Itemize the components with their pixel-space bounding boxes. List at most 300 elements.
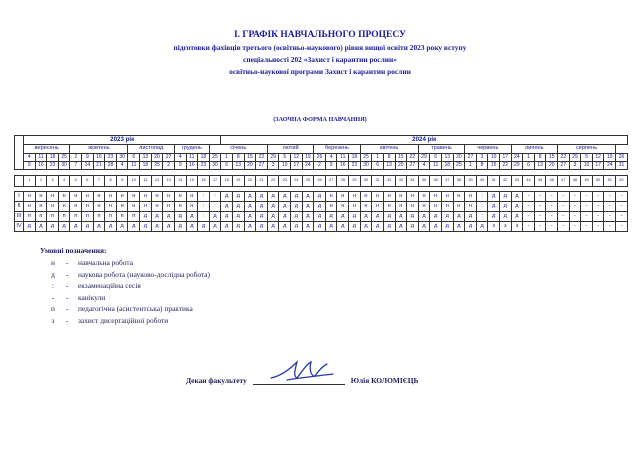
week-day-cell: 24: [511, 154, 523, 162]
schedule-cell: п: [105, 212, 117, 222]
schedule-cell: -: [558, 212, 570, 222]
schedule-cell: д: [291, 192, 303, 202]
schedule-cell: -: [581, 222, 593, 232]
schedule-cell: д: [232, 222, 244, 232]
week-day-cell: 26: [616, 154, 628, 162]
side-label-cell: [15, 136, 24, 170]
schedule-cell: н: [453, 202, 465, 212]
schedule-cell: д: [511, 212, 523, 222]
schedule-cell: д: [209, 222, 221, 232]
legend-dash: -: [66, 281, 69, 291]
schedule-cell: н: [441, 192, 453, 202]
schedule-cell: д: [244, 192, 256, 202]
week-number: 38: [453, 176, 465, 187]
week-day-cell: 4: [325, 154, 337, 162]
week-day-cell: 23: [198, 162, 210, 170]
schedule-cell: д: [418, 222, 430, 232]
schedule-cell: д: [267, 202, 279, 212]
schedule-cell: н: [395, 192, 407, 202]
schedule-cell: д: [441, 222, 453, 232]
week-day-cell: 11: [337, 154, 349, 162]
week-number: 23: [279, 176, 291, 187]
legend-symbol: -: [51, 292, 55, 302]
signature-block: [186, 372, 418, 385]
week-number: 27: [325, 176, 337, 187]
schedule-cell: н: [186, 192, 198, 202]
schedule-cell: д: [476, 222, 488, 232]
schedule-cell: д: [128, 222, 140, 232]
week-day-cell: 5: [581, 154, 593, 162]
week-number: 29: [349, 176, 361, 187]
schedule-cell: н: [186, 202, 198, 212]
week-day-cell: 8: [383, 154, 395, 162]
week-day-cell: 17: [499, 154, 511, 162]
schedule-cell: н: [58, 192, 70, 202]
schedule-cell: д: [488, 192, 500, 202]
week-day-cell: 13: [441, 154, 453, 162]
week-day-cell: 11: [35, 154, 47, 162]
legend-text: педагогічна (асистентська) практика: [78, 304, 193, 314]
week-day-cell: 6: [430, 154, 442, 162]
schedule-cell: д: [82, 222, 94, 232]
week-number: 10: [128, 176, 140, 187]
week-number: 13: [163, 176, 175, 187]
schedule-cell: -: [534, 222, 546, 232]
week-day-cell: 18: [140, 162, 152, 170]
week-day-cell: 29: [267, 154, 279, 162]
week-day-cell: 8: [232, 154, 244, 162]
schedule-cell: д: [418, 212, 430, 222]
week-number: 8: [105, 176, 117, 187]
legend-symbol: д: [51, 269, 55, 279]
schedule-cell: н: [407, 192, 419, 202]
schedule-cell: п: [58, 212, 70, 222]
week-day-cell: 27: [465, 154, 477, 162]
schedule-cell: -: [523, 202, 535, 212]
schedule-cell: д: [499, 202, 511, 212]
schedule-cell: д: [116, 222, 128, 232]
week-number: 37: [441, 176, 453, 187]
schedule-cell: д: [453, 212, 465, 222]
week-day-cell: 25: [58, 154, 70, 162]
week-day-cell: 25: [151, 162, 163, 170]
schedule-cell: д: [511, 192, 523, 202]
schedule-cell: н: [349, 192, 361, 202]
week-day-cell: 1: [372, 154, 384, 162]
schedule-cell: н: [360, 202, 372, 212]
week-day-cell: 7: [70, 162, 82, 170]
week-number: 34: [407, 176, 419, 187]
week-day-cell: 6: [523, 162, 535, 170]
subtitle-specialty: спеціальності 202 «Захист і карантин рослин»: [243, 55, 397, 64]
week-day-cell: 30: [360, 162, 372, 170]
schedule-cell: д: [511, 202, 523, 212]
schedule-cell: н: [360, 192, 372, 202]
schedule-cell: -: [604, 222, 616, 232]
schedule-cell: з: [488, 222, 500, 232]
week-number: 49: [581, 176, 593, 187]
week-day-cell: 1: [523, 154, 535, 162]
table-row: [15, 222, 628, 232]
week-day-cell: 24: [604, 162, 616, 170]
month-header: лютий: [267, 145, 313, 154]
schedule-cell: д: [279, 192, 291, 202]
schedule-cell: д: [372, 212, 384, 222]
schedule-cell: д: [337, 222, 349, 232]
schedule-cell: д: [151, 222, 163, 232]
schedule-cell: н: [418, 192, 430, 202]
schedule-cell: д: [47, 222, 59, 232]
month-header: травень: [418, 145, 464, 154]
subtitle-level: підготовки фахівців третього (освітньо-наукового) рівня вищої освіти 2023 року вступу: [173, 43, 467, 52]
schedule-cell: н: [163, 192, 175, 202]
schedule-cell: д: [488, 202, 500, 212]
legend-text: навчальна робота: [78, 258, 133, 268]
week-day-cell: 29: [511, 162, 523, 170]
schedule-cell: д: [314, 212, 326, 222]
month-header: квітень: [360, 145, 418, 154]
week-number: 48: [569, 176, 581, 187]
week-number: 40: [476, 176, 488, 187]
schedule-cell: д: [174, 212, 186, 222]
schedule-cell: д: [325, 222, 337, 232]
schedule-cell: :: [198, 212, 210, 222]
week-day-cell: 8: [476, 162, 488, 170]
legend-symbol: з: [51, 315, 55, 325]
schedule-cell: д: [372, 222, 384, 232]
schedule-cell: д: [221, 212, 233, 222]
week-day-cell: 22: [407, 154, 419, 162]
schedule-cell: -: [604, 192, 616, 202]
schedule-cell: н: [349, 202, 361, 212]
week-day-cell: 30: [209, 162, 221, 170]
schedule-cell: -: [592, 192, 604, 202]
week-day-cell: 13: [383, 162, 395, 170]
week-day-cell: 27: [407, 162, 419, 170]
schedule-cell: д: [395, 222, 407, 232]
week-day-cell: 20: [244, 162, 256, 170]
week-day-cell: 16: [35, 162, 47, 170]
course-number: ІІІ: [15, 212, 24, 222]
schedule-cell: д: [441, 212, 453, 222]
schedule-cell: н: [35, 192, 47, 202]
schedule-cell: д: [93, 222, 105, 232]
week-number: 47: [558, 176, 570, 187]
schedule-cell: д: [360, 222, 372, 232]
schedule-cell: д: [325, 212, 337, 222]
schedule-cell: -: [569, 192, 581, 202]
schedule-cell: д: [256, 202, 268, 212]
month-header: січень: [209, 145, 267, 154]
month-header: листопад: [128, 145, 174, 154]
schedule-cell: д: [279, 212, 291, 222]
schedule-cell: д: [267, 212, 279, 222]
legend-item: [40, 257, 210, 269]
schedule-cell: н: [70, 202, 82, 212]
legend-text: канікули: [78, 292, 106, 302]
week-number: 51: [604, 176, 616, 187]
week-day-cell: 2: [314, 162, 326, 170]
schedule-cell: н: [93, 192, 105, 202]
week-number: 50: [592, 176, 604, 187]
schedule-cell: д: [383, 212, 395, 222]
handwritten-signature: [267, 356, 337, 386]
week-day-cell: 27: [558, 162, 570, 170]
week-number: 20: [244, 176, 256, 187]
schedule-cell: -: [581, 212, 593, 222]
week-day-cell: 18: [198, 154, 210, 162]
week-number: 18: [221, 176, 233, 187]
week-day-cell: 27: [163, 154, 175, 162]
schedule-cell: п: [82, 212, 94, 222]
schedule-cell: д: [198, 222, 210, 232]
schedule-cell: :: [198, 192, 210, 202]
schedule-cell: н: [465, 192, 477, 202]
schedule-cell: д: [221, 222, 233, 232]
legend-text: захист дисертаційної роботи: [78, 315, 169, 325]
schedule-cell: д: [291, 202, 303, 212]
table-row: [15, 202, 628, 212]
week-number: 45: [534, 176, 546, 187]
schedule-cell: -: [616, 192, 628, 202]
week-number: 32: [383, 176, 395, 187]
week-number: 1: [24, 176, 36, 187]
schedule-cell: -: [523, 212, 535, 222]
week-day-cell: 20: [546, 162, 558, 170]
schedule-cell: н: [163, 202, 175, 212]
week-number: 11: [140, 176, 152, 187]
schedule-cell: д: [256, 192, 268, 202]
schedule-cell: д: [499, 212, 511, 222]
week-day-cell: 18: [349, 154, 361, 162]
signature-line: [253, 372, 345, 385]
week-day-cell: 10: [488, 154, 500, 162]
legend-symbol: :: [51, 281, 55, 291]
week-day-cell: 27: [256, 162, 268, 170]
week-number: 3: [47, 176, 59, 187]
week-day-cell: 3: [569, 162, 581, 170]
week-number: 6: [82, 176, 94, 187]
week-day-cell: 29: [418, 154, 430, 162]
schedule-cell: з: [511, 222, 523, 232]
week-number: 36: [430, 176, 442, 187]
schedule-cell: д: [407, 212, 419, 222]
schedule-cell: д: [232, 192, 244, 202]
legend-title: Умовні позначення:: [40, 246, 107, 255]
week-day-cell: 12: [592, 154, 604, 162]
schedule-cell: н: [174, 192, 186, 202]
schedule-cell: -: [546, 202, 558, 212]
schedule-cell: н: [128, 202, 140, 212]
week-number: 21: [256, 176, 268, 187]
schedule-cell: д: [279, 222, 291, 232]
week-number: 22: [267, 176, 279, 187]
schedule-cell: д: [314, 202, 326, 212]
schedule-cell: п: [128, 212, 140, 222]
schedule-cell: -: [581, 202, 593, 212]
week-day-cell: 20: [151, 154, 163, 162]
schedule-cell: -: [569, 222, 581, 232]
schedule-cell: д: [314, 192, 326, 202]
month-header: серпень: [558, 145, 616, 154]
week-day-cell: 6: [372, 162, 384, 170]
schedule-table: [14, 135, 628, 232]
week-number: 9: [116, 176, 128, 187]
week-day-cell: 24: [302, 162, 314, 170]
week-day-cell: 17: [291, 162, 303, 170]
schedule-cell: -: [569, 212, 581, 222]
week-day-cell: 23: [47, 162, 59, 170]
week-day-cell: 1: [465, 162, 477, 170]
schedule-cell: д: [186, 212, 198, 222]
schedule-cell: -: [616, 222, 628, 232]
week-number: 2: [35, 176, 47, 187]
schedule-cell: :: [209, 202, 221, 212]
week-number: 26: [314, 176, 326, 187]
week-number: 24: [291, 176, 303, 187]
legend-item: [40, 292, 210, 304]
schedule-cell: д: [488, 212, 500, 222]
schedule-cell: н: [325, 202, 337, 212]
schedule-cell: -: [546, 192, 558, 202]
week-day-cell: 11: [186, 154, 198, 162]
week-day-cell: 17: [592, 162, 604, 170]
legend-item: [40, 315, 210, 327]
week-day-cell: 22: [499, 162, 511, 170]
schedule-cell: д: [337, 212, 349, 222]
legend-dash: -: [66, 269, 69, 279]
schedule-cell: -: [592, 212, 604, 222]
schedule-cell: :: [209, 192, 221, 202]
schedule-cell: н: [116, 192, 128, 202]
schedule-cell: -: [534, 202, 546, 212]
course-number: І: [15, 192, 24, 202]
week-day-cell: 4: [24, 154, 36, 162]
document-title: І. ГРАФІК НАВЧАЛЬНОГО ПРОЦЕСУ: [233, 30, 407, 40]
subtitle-program: освітньо-наукової програми Захист і карантин рослин: [229, 67, 411, 76]
schedule-cell: н: [58, 202, 70, 212]
week-number: 19: [232, 176, 244, 187]
schedule-cell: н: [383, 202, 395, 212]
schedule-cell: д: [407, 222, 419, 232]
week-day-cell: 3: [476, 154, 488, 162]
legend-dash: -: [66, 258, 69, 268]
week-day-cell: 6: [221, 162, 233, 170]
schedule-cell: -: [546, 212, 558, 222]
week-day-cell: 16: [186, 162, 198, 170]
week-day-cell: 9: [174, 162, 186, 170]
legend-item: [40, 303, 210, 315]
week-day-cell: 11: [128, 162, 140, 170]
schedule-cell: д: [70, 222, 82, 232]
week-day-cell: 25: [360, 154, 372, 162]
schedule-cell: д: [383, 222, 395, 232]
week-day-cell: 13: [534, 162, 546, 170]
schedule-cell: д: [430, 212, 442, 222]
week-day-cell: 22: [558, 154, 570, 162]
schedule-cell: -: [581, 192, 593, 202]
schedule-cell: д: [35, 222, 47, 232]
schedule-cell: н: [337, 202, 349, 212]
schedule-cell: п: [47, 212, 59, 222]
schedule-cell: д: [465, 222, 477, 232]
week-number: 41: [488, 176, 500, 187]
week-day-cell: 3: [267, 162, 279, 170]
schedule-cell: н: [105, 202, 117, 212]
table-row: [15, 192, 628, 202]
schedule-cell: д: [302, 212, 314, 222]
schedule-cell: -: [569, 202, 581, 212]
schedule-cell: -: [558, 192, 570, 202]
week-day-cell: 29: [569, 154, 581, 162]
schedule-cell: д: [221, 202, 233, 212]
schedule-cell: :: [476, 212, 488, 222]
week-day-cell: 21: [93, 162, 105, 170]
schedule-cell: н: [395, 202, 407, 212]
week-day-cell: 4: [174, 154, 186, 162]
month-header: грудень: [174, 145, 209, 154]
schedule-cell: д: [302, 202, 314, 212]
week-number: 15: [186, 176, 198, 187]
legend-dash: -: [66, 315, 69, 325]
schedule-cell: д: [186, 222, 198, 232]
schedule-cell: д: [302, 222, 314, 232]
week-day-cell: 19: [604, 154, 616, 162]
study-form: (ЗАОЧНА ФОРМА НАВЧАННЯ): [273, 116, 367, 123]
schedule-cell: н: [47, 192, 59, 202]
schedule-cell: д: [302, 192, 314, 202]
schedule-cell: д: [314, 222, 326, 232]
week-number: 46: [546, 176, 558, 187]
schedule-cell: п: [24, 212, 36, 222]
month-header: вересень: [24, 145, 70, 154]
schedule-cell: д: [232, 202, 244, 212]
week-day-cell: 5: [279, 154, 291, 162]
schedule-cell: д: [151, 212, 163, 222]
schedule-cell: :: [476, 202, 488, 212]
week-day-cell: 25: [209, 154, 221, 162]
week-number: 42: [499, 176, 511, 187]
legend-text: екзаменаційна сесія: [78, 281, 141, 291]
week-number: 16: [198, 176, 210, 187]
schedule-cell: д: [105, 222, 117, 232]
week-day-cell: 25: [453, 162, 465, 170]
schedule-cell: д: [24, 222, 36, 232]
dean-name: Юлія КОЛОМІЄЦЬ: [350, 376, 419, 385]
schedule-cell: д: [279, 202, 291, 212]
week-number: 39: [465, 176, 477, 187]
week-day-cell: 1: [221, 154, 233, 162]
week-day-cell: 28: [105, 162, 117, 170]
schedule-cell: н: [174, 202, 186, 212]
schedule-cell: н: [24, 192, 36, 202]
legend-text: наукова робота (науково-дослідна робота): [78, 269, 211, 279]
week-number: 52: [616, 176, 628, 187]
schedule-cell: д: [174, 222, 186, 232]
schedule-cell: п: [116, 212, 128, 222]
week-number: 7: [93, 176, 105, 187]
legend-dash: -: [66, 292, 69, 302]
schedule-cell: д: [349, 212, 361, 222]
week-day-cell: 18: [441, 162, 453, 170]
month-header: липень: [511, 145, 557, 154]
week-number: 35: [418, 176, 430, 187]
legend-symbol: п: [51, 304, 55, 314]
schedule-cell: -: [534, 192, 546, 202]
legend-symbol: н: [51, 258, 55, 268]
week-day-cell: 19: [302, 154, 314, 162]
week-day-cell: 23: [349, 162, 361, 170]
